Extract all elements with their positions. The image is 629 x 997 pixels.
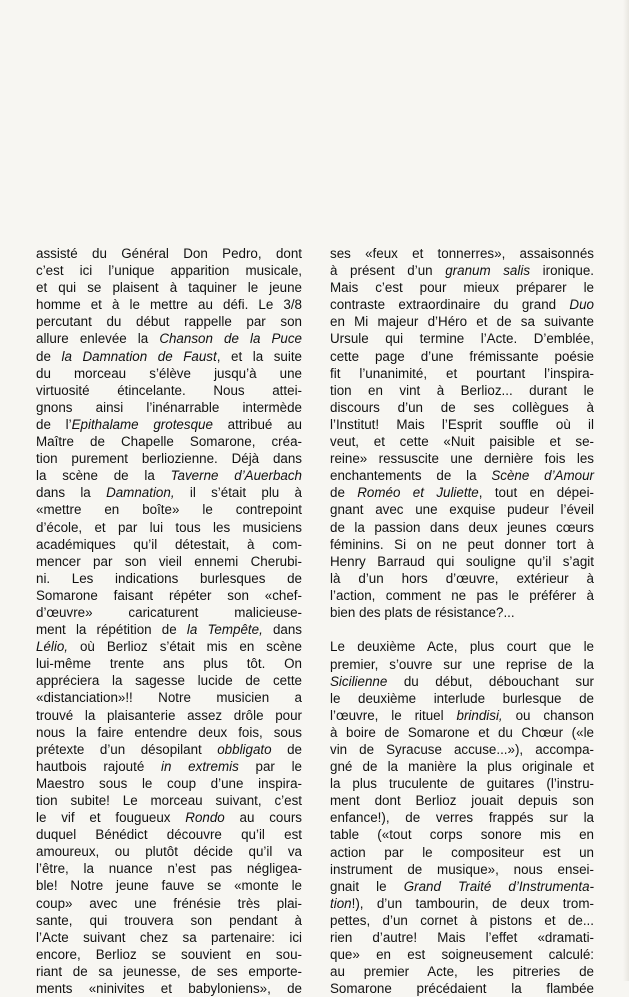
text-segment: et qui se plaisent à taquiner le jeune <box>36 280 302 296</box>
text-segment: ironique. <box>530 263 594 279</box>
text-segment: prétexte d’un désopilant <box>36 741 218 757</box>
text-segment: gné de la manière la plus originale et <box>330 759 594 775</box>
text-segment: dans <box>262 622 303 638</box>
text-line <box>36 877 302 894</box>
text-segment: en Mi majeur d’Héro et de sa suivante <box>330 314 594 330</box>
text-segment: c’est ici l’unique apparition musicale, <box>36 263 302 279</box>
text-segment: veut, et cette «Nuit paisible et se- <box>330 434 594 450</box>
text-line <box>330 262 594 279</box>
text-segment: l’Acte suivant chez sa partenaire: ici <box>36 929 302 945</box>
text-segment: féminins. Si on ne peut donner tort à <box>330 536 594 552</box>
text-line <box>36 348 302 365</box>
text-line <box>36 467 302 484</box>
text-line <box>36 980 302 997</box>
text-line <box>330 690 594 707</box>
text-line <box>330 929 594 946</box>
text-line <box>330 519 594 536</box>
text-segment: de <box>36 348 62 364</box>
text-segment: trouvé la plaisanterie assez drôle pour <box>36 707 302 723</box>
text-segment: gnant avec une exquise pudeur l’éveil <box>330 502 594 518</box>
italic-text: Sicilienne <box>330 673 388 689</box>
text-segment: du début, débouchant sur <box>387 673 594 689</box>
text-segment: reine» ressuscite une dernière fois les <box>330 451 594 467</box>
text-segment: mencer par son vieil ennemi Cherubi- <box>36 553 302 569</box>
text-segment: dans la <box>36 485 107 501</box>
text-segment: à présent d’un <box>330 263 446 279</box>
italic-text: tion <box>330 895 352 911</box>
text-segment: tion en vint à Berlioz... durant le <box>330 382 594 398</box>
text-line <box>36 946 302 963</box>
text-line <box>36 963 302 980</box>
text-line <box>36 416 302 433</box>
text-line <box>36 587 302 604</box>
text-segment: à boire de Somarone et du Chœur («le <box>330 724 594 740</box>
text-segment: virtuosité étincelante. Nous attei- <box>36 382 302 398</box>
text-segment: attribué au <box>212 416 302 432</box>
text-line <box>36 655 302 672</box>
text-segment: Ursule qui termine l’Acte. D’emblée, <box>330 331 594 347</box>
text-segment: , tout en dépei- <box>478 485 594 501</box>
text-segment: ments «ninivites et babyloniens», de <box>36 981 302 997</box>
text-line <box>330 501 594 518</box>
text-segment: l’être, la nuance n’est pas négligea- <box>36 861 302 877</box>
text-segment: hautbois rajouté <box>36 758 162 774</box>
italic-text: Lélio, <box>36 639 69 655</box>
text-line <box>330 946 594 963</box>
text-segment: ment la répétition de <box>36 622 187 638</box>
text-segment: ou chanson <box>502 707 594 723</box>
text-segment: , et la suite <box>216 348 302 364</box>
text-line <box>330 724 594 741</box>
text-line <box>36 382 302 399</box>
text-line <box>36 758 302 775</box>
text-segment: d’école, et par lui tous les musiciens <box>36 519 302 535</box>
text-line <box>36 313 302 330</box>
text-line <box>36 604 302 621</box>
italic-text: brindisi, <box>456 707 503 723</box>
text-segment: table («tout corps sonore mis en <box>330 827 594 843</box>
text-line <box>330 348 594 365</box>
text-line <box>36 689 302 706</box>
italic-text: Roméo et Juliette <box>357 485 479 501</box>
text-segment: nous la faire entendre deux fois, sous <box>36 724 302 740</box>
italic-text: Taverne d’Auerbach <box>170 468 302 484</box>
text-segment: le deuxième interlude burlesque de <box>330 690 594 706</box>
text-line <box>330 536 594 553</box>
text-line <box>36 792 302 809</box>
text-segment: ses «feux et tonnerres», assaisonnés <box>330 246 594 261</box>
text-segment: pettes, d’un cornet à pistons et de... <box>330 912 594 928</box>
text-line <box>330 809 594 826</box>
text-segment: vin de Syracuse accuse...»), accompa- <box>330 742 594 758</box>
text-segment: la scène de la <box>36 468 171 484</box>
text-segment: Somarone précédaient la flambée <box>330 981 594 997</box>
text-segment: «mettre en boîte» le contrepoint <box>36 502 302 518</box>
text-line <box>330 467 594 484</box>
text-line <box>330 912 594 929</box>
text-line <box>36 929 302 946</box>
text-line <box>330 313 594 330</box>
text-segment: instrument de musique», nous ensei- <box>330 861 594 877</box>
text-segment: enfance!), de verres frappés sur la <box>330 810 594 826</box>
text-line <box>36 570 302 587</box>
text-line <box>330 963 594 980</box>
text-segment: de l’ <box>36 416 72 432</box>
text-segment: de <box>330 485 358 501</box>
text-line <box>330 656 594 673</box>
text-line <box>36 809 302 826</box>
text-segment: ni. Les indications burlesques de <box>36 570 302 586</box>
italic-text: la Tempête, <box>186 622 263 638</box>
text-column-right <box>330 245 594 997</box>
text-segment: assisté du Général Don Pedro, dont <box>36 246 302 261</box>
text-segment: d’œuvre» caricaturent malicieuse- <box>36 604 302 620</box>
text-segment: l’action, comment ne pas le préférer à <box>330 587 594 603</box>
text-line <box>36 519 302 536</box>
text-line <box>330 399 594 416</box>
text-line <box>330 861 594 878</box>
text-line <box>330 245 594 262</box>
text-segment: gnait le <box>330 878 404 894</box>
text-segment: de la passion dans deux jeunes cœurs <box>330 519 594 535</box>
text-segment: que» en est soigneusement calculé: <box>330 947 594 963</box>
text-line <box>330 296 594 313</box>
text-segment: au premier Acte, les pitreries de <box>330 964 594 980</box>
italic-text: Rondo <box>185 810 225 826</box>
text-segment: gnons ainsi l’inénarrable intermède <box>36 399 302 415</box>
text-segment: homme et à le mettre au défi. Le 3/8 <box>36 297 302 313</box>
text-segment: de <box>271 741 302 757</box>
text-line <box>330 844 594 861</box>
text-segment: enchantements de la <box>330 468 492 484</box>
text-column-left <box>36 245 302 997</box>
text-segment: Somarone faisant répéter son «chef- <box>36 587 302 603</box>
text-line <box>330 604 594 621</box>
text-line <box>330 741 594 758</box>
text-segment: bien des plats de résistance?... <box>330 604 515 620</box>
text-segment: duquel Bénédict découvre qu’il est <box>36 827 302 843</box>
text-line <box>330 707 594 724</box>
text-line <box>330 416 594 433</box>
text-segment: il s’était plu à <box>174 485 302 501</box>
text-line <box>330 484 594 501</box>
text-line <box>36 433 302 450</box>
text-line <box>36 365 302 382</box>
text-segment: allure enlevée la <box>36 331 160 347</box>
text-segment: Le deuxième Acte, plus court que le <box>330 639 594 655</box>
italic-text: Damnation, <box>106 485 175 501</box>
text-segment: encore, Berlioz se souvient en sou- <box>36 946 302 962</box>
italic-text: granum salis <box>445 263 531 279</box>
text-segment: rien d’autre! Mais l’effet «dramati- <box>330 930 594 946</box>
text-line <box>36 399 302 416</box>
text-line <box>330 895 594 912</box>
text-segment: contraste extraordinaire du grand <box>330 297 570 313</box>
text-line <box>36 895 302 912</box>
text-segment: Henry Barraud qui souligne qu’il s’agit <box>330 553 594 569</box>
text-line <box>36 826 302 843</box>
text-line <box>330 382 594 399</box>
italic-text: in extremis <box>161 758 239 774</box>
italic-text: Chanson de la Puce <box>159 331 302 347</box>
text-line <box>36 279 302 296</box>
text-segment: académiques qu’il détestait, à com- <box>36 536 302 552</box>
text-line <box>36 553 302 570</box>
text-line <box>330 365 594 382</box>
text-line <box>330 433 594 450</box>
text-line <box>36 672 302 689</box>
text-line <box>330 450 594 467</box>
text-segment: la plus truculente de guitares (l’instru- <box>330 776 594 792</box>
text-line <box>330 638 594 655</box>
text-segment: «distanciation»!! Notre musicien a <box>36 690 302 706</box>
text-line <box>36 724 302 741</box>
text-segment: Mais c’est pour mieux préparer le <box>330 280 594 296</box>
italic-text: Epithalame grotesque <box>71 416 213 432</box>
text-segment: ble! Notre jeune fauve se «monte le <box>36 878 302 894</box>
text-line <box>36 912 302 929</box>
text-line <box>330 587 594 604</box>
text-line <box>330 826 594 843</box>
text-segment: premier, s’ouvre sur une reprise de la <box>330 656 594 672</box>
italic-text: Duo <box>569 297 594 313</box>
text-segment: amoureux, ou plutôt décide qu’il va <box>36 844 302 860</box>
text-segment: appréciera la sagesse lucide de cette <box>36 673 302 689</box>
text-segment: où Berlioz s’était mis en scène <box>68 639 302 655</box>
text-line <box>330 570 594 587</box>
text-line <box>330 553 594 570</box>
text-line <box>330 980 594 997</box>
italic-text: obbligato <box>217 741 272 757</box>
text-line <box>330 279 594 296</box>
text-segment: percutant du début rappelle par son <box>36 314 302 330</box>
text-segment: là d’un hors d’œuvre, extérieur à <box>330 570 594 586</box>
text-line <box>36 262 302 279</box>
text-line <box>330 758 594 775</box>
italic-text: Scène d’Amour <box>491 468 594 484</box>
text-segment: l’œuvre, le rituel <box>330 707 457 723</box>
text-segment: le vif et fougueux <box>36 810 186 826</box>
text-line <box>36 860 302 877</box>
text-line <box>330 792 594 809</box>
text-segment: l’Institut! Mais l’Esprit souffle où il <box>330 416 594 432</box>
text-line <box>330 330 594 347</box>
text-line <box>330 673 594 690</box>
text-segment: Maestro sous le coup d’une inspira- <box>36 775 302 791</box>
text-line <box>330 878 594 895</box>
text-line <box>36 741 302 758</box>
text-segment: du morceau s’élève jusqu’à une <box>36 365 302 381</box>
italic-text: Grand Traité d’Instrumenta- <box>403 878 595 894</box>
text-line <box>36 501 302 518</box>
page-edge <box>623 0 629 981</box>
text-line <box>36 707 302 724</box>
text-line <box>36 330 302 347</box>
text-segment: cette page d’une frémissante poésie <box>330 348 594 364</box>
text-segment: Maître de Chapelle Somarone, créa- <box>36 434 302 450</box>
italic-text: la Damnation de Faust <box>61 348 217 364</box>
text-line <box>36 775 302 792</box>
text-line <box>36 638 302 655</box>
text-segment: discours d’un de ses collègues à <box>330 399 594 415</box>
text-line <box>36 843 302 860</box>
text-line <box>36 536 302 553</box>
text-segment: par le <box>238 758 303 774</box>
text-segment: ment dont Berlioz jouait depuis son <box>330 793 594 809</box>
text-segment: riant de sa jeunesse, de ses emporte- <box>36 963 302 979</box>
text-segment: tion subite! Le morceau suivant, c’est <box>36 793 302 808</box>
text-segment: !), d’un tambourin, de deux trom- <box>351 895 594 911</box>
text-line <box>36 450 302 467</box>
text-segment: sante, qui trouvera son pendant à <box>36 912 302 928</box>
text-segment: au cours <box>224 810 302 826</box>
text-segment: lui-même trente ans plus tôt. On <box>36 656 302 672</box>
text-line <box>36 296 302 313</box>
text-line <box>36 484 302 501</box>
text-line <box>330 775 594 792</box>
text-segment: coup» avec une frénésie très plai- <box>36 895 302 911</box>
text-segment: action par le compositeur est un <box>330 844 594 860</box>
text-line <box>36 245 302 262</box>
paragraph-gap <box>330 621 594 638</box>
text-line <box>36 621 302 638</box>
text-segment: fit l’unanimité, et pourtant l’inspira- <box>330 365 594 381</box>
text-segment: tion purement berliozienne. Déjà dans <box>36 451 302 467</box>
